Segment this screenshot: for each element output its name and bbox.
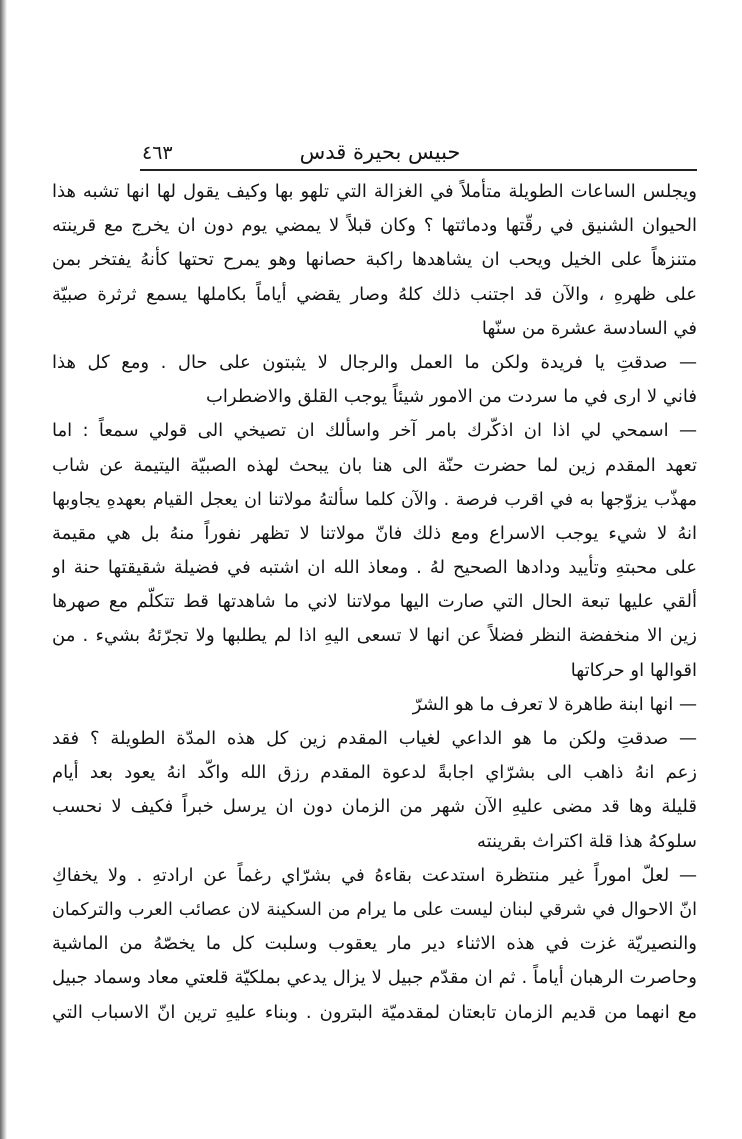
text-line: مهذّب يزوّجها به في اقرب فرصة . والآن كلما سألتهُ مولاتنا ان يعجل القيام بعهدهِ يجاوبها	[52, 489, 697, 510]
text-line: زين الا منخفضة النظر فضلاً عن انها لا تسعى اليهِ اذا لم يطلبها ولا تجرّئهُ بشيء . من	[52, 625, 697, 647]
text-line: ألقي عليها تبعة الحال التي صارت اليها مولاتنا لاني ما شاهدتها قط تتكلّم مع صهرها	[52, 591, 697, 613]
page-number: ٤٦٣	[142, 142, 173, 164]
text-line: — صدقتِ ولكن ما هو الداعي لغياب المقدم زين كل هذه المدّة الطويلة ؟ فقد	[52, 728, 697, 749]
text-line: سلوكهُ هذا قلة اكتراث بقرينته	[476, 830, 697, 852]
body-text	[52, 175, 697, 1030]
header-rule	[140, 169, 697, 171]
text-line: اقوالها او حركاتها	[570, 659, 697, 681]
paragraph	[52, 688, 697, 722]
scan-edge-shadow	[0, 0, 7, 1139]
text-line: تعهد المقدم زين لما حضرت حنّة الى هنا بان يبحث لهذه الصبيّة اليتيمة عن شاب	[52, 454, 697, 476]
text-line: قليلة وها قد مضى عليهِ الآن شهر من الزمان دون ان يرسل خبراً فكيف لا نحسب	[52, 796, 697, 818]
text-line: الحيوان الشنيق في رقّتها ودماثتها ؟ وكان قبلاً لا يمضي يوم دون ان يخرج مع قرينته	[52, 215, 697, 237]
paragraph	[52, 346, 697, 414]
text-line: مع انهما من قديم الزمان تابعتان لمقدميّة البترون . وبناء عليهِ ترين انّ الاسباب التي	[52, 1001, 697, 1023]
text-line: — لعلّ اموراً غير منتظرة استدعت بقاءهُ في بشرّاي رغماً عن ارادتهِ . ولا يخفاكِ	[52, 864, 697, 886]
paragraph	[52, 175, 697, 346]
text-line: انهُ لا شيء يوجب الاسراع ومع ذلك فانّ مولاتنا لا تظهر نفوراً منهُ بل هي مقيمة	[52, 522, 697, 544]
text-line: متنزهاً على الخيل ويحب ان يشاهدها راكبة حصانها وهو يمرح تحتها كأنهُ يفتخر بمن	[52, 249, 697, 271]
text-line: في السادسة عشرة من سنّها	[481, 317, 697, 339]
text-line: زعم انهُ ذاهب الى بشرّاي اجابةً لدعوة المقدم رزق الله واكّد انهُ يعود بعد أيام	[52, 762, 697, 784]
text-line: — انها ابنة طاهرة لا تعرف ما هو الشرّ	[412, 693, 697, 715]
text-line: انّ الاحوال في شرقي لبنان ليست على ما يرام من السكينة لان عصائب العرب والتركمان	[52, 899, 697, 920]
paragraph	[52, 414, 697, 688]
running-head-title: حبيس بحيرة قدس	[299, 140, 461, 164]
text-line: — صدقتِ يا فريدة ولكن ما العمل والرجال لا يثبتون على حال . ومع كل هذا	[52, 351, 697, 373]
paragraph	[52, 722, 697, 859]
text-line: على محبتهِ وتأييد ودادها الصحيح لهُ . ومعاذ الله ان اشتبه في فضيلة شقيقتها حنة او	[52, 557, 697, 579]
text-line: فاني لا ارى في ما سردت من الامور شيئاً يوجب القلق والاضطراب	[205, 386, 697, 408]
text-line: — اسمحي لي اذا ان اذكّرك بامر آخر واسألك ان تصيخي الى قولي سمعاً : اما	[52, 420, 697, 442]
text-line: وحاصرت الرهبان أياماً . ثم ان مقدّم جبيل لا يزال يدعي بملكيّة قلعتي معاد وسماد جبيل	[52, 967, 697, 989]
text-line: والنصيريّة غزت في هذه الاثناء دير مار يعقوب وسلبت كل ما يخصّهُ من الماشية	[52, 933, 697, 955]
paragraph	[52, 859, 697, 1030]
text-line: ويجلس الساعات الطويلة متأملاً في الغزالة التي تلهو بها وكيف يقول لها انها تشبه هذا	[52, 181, 697, 202]
text-line: على ظهرهِ ، والآن قد اجتنب ذلك كلهُ وصار يقضي أياماً بكاملها يسمع ثرثرة صبيّة	[52, 283, 697, 305]
